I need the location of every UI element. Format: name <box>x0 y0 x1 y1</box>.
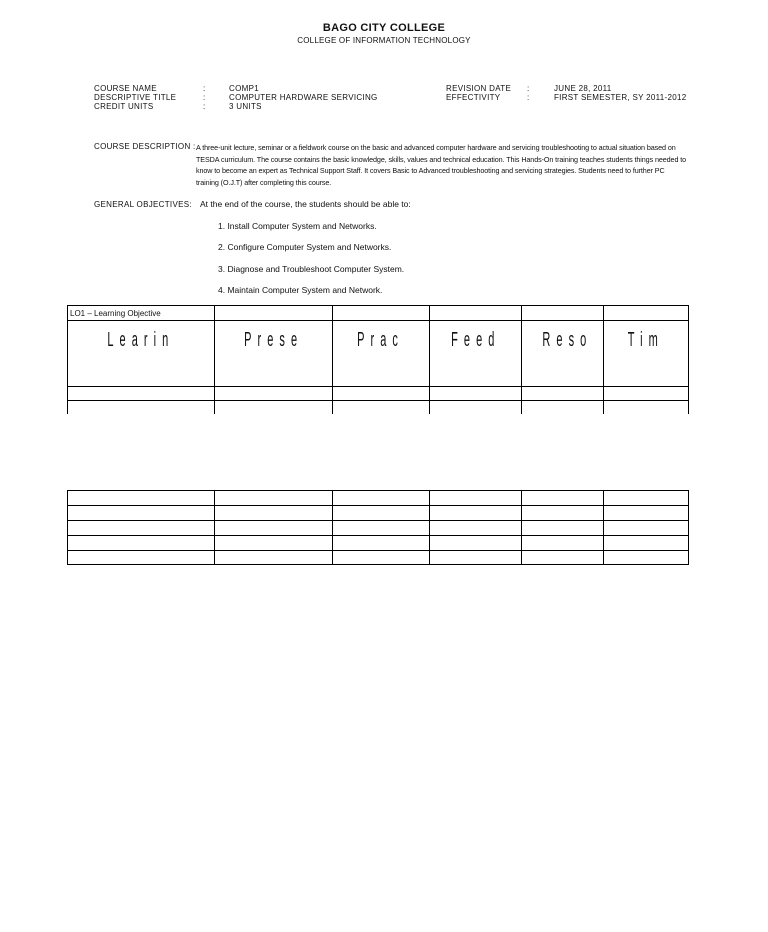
objectives-list <box>218 221 404 306</box>
table-cell <box>604 521 689 536</box>
column-header-time: Tim <box>604 321 689 387</box>
table-cell <box>333 536 430 551</box>
table-cell <box>522 506 604 521</box>
table-cell <box>604 536 689 551</box>
credit-units-value: 3 UNITS <box>229 102 262 111</box>
table-cell <box>333 491 430 506</box>
table-cell <box>333 521 430 536</box>
course-name-sep: : <box>203 84 206 93</box>
learning-objective-table <box>67 305 689 421</box>
descriptive-title-value: COMPUTER HARDWARE SERVICING <box>229 93 378 102</box>
table-cell <box>522 521 604 536</box>
general-objectives-label: GENERAL OBJECTIVES: <box>94 200 192 209</box>
descriptive-title-sep: : <box>203 93 206 102</box>
table-cell <box>430 521 522 536</box>
course-description-text: A three-unit lecture, seminar or a fieldwork course on the basic and advanced computer hardware and servicing troubleshooting to actual situation based on TESDA curriculum. The course contains the basic knowledge, skills, values and technical education. This Hands-On training teaches students things needed to know to become an expert as Technical Support Staff. It covers Basic to Advanced troubleshooting and servicing strategies. Students need to further PC training (O.J.T) after completing this course. <box>196 143 687 187</box>
table-cell <box>333 506 430 521</box>
table-cell <box>68 551 215 565</box>
objective-item: 1. Install Computer System and Networks. <box>218 221 377 231</box>
table-cell <box>430 506 522 521</box>
descriptive-title-label: DESCRIPTIVE TITLE <box>94 93 177 102</box>
table-cell <box>333 551 430 565</box>
page-break-mask <box>60 414 700 424</box>
credit-units-sep: : <box>203 102 206 111</box>
table-cell <box>68 491 215 506</box>
course-name-value: COMP1 <box>229 84 259 93</box>
effectivity-sep: : <box>527 93 530 102</box>
department-title: COLLEGE OF INFORMATION TECHNOLOGY <box>297 36 471 45</box>
table-cell <box>430 306 522 321</box>
table-cell <box>430 387 522 401</box>
table-cell <box>68 521 215 536</box>
effectivity-value: FIRST SEMESTER, SY 2011-2012 <box>554 93 687 102</box>
general-objectives-lead: At the end of the course, the students should be able to: <box>200 199 411 209</box>
column-header-resources: Reso <box>522 321 604 387</box>
table-cell <box>215 306 333 321</box>
course-name-label: COURSE NAME <box>94 84 157 93</box>
objective-item: 3. Diagnose and Troubleshoot Computer System. <box>218 263 405 274</box>
revision-date-value: JUNE 28, 2011 <box>554 84 612 93</box>
revision-date-label: REVISION DATE <box>446 84 512 93</box>
table-cell <box>522 551 604 565</box>
column-header-learning: Learin <box>68 321 215 387</box>
table-cell <box>68 506 215 521</box>
table-cell <box>333 306 430 321</box>
objective-item: 2. Configure Computer System and Networks. <box>218 242 392 253</box>
table-cell <box>215 536 333 551</box>
table-cell <box>604 387 689 401</box>
table-cell <box>68 387 215 401</box>
table-cell <box>522 306 604 321</box>
table-cell <box>604 551 689 565</box>
table-cell <box>215 551 333 565</box>
table-cell <box>333 387 430 401</box>
column-header-feedback: Feed <box>430 321 522 387</box>
table-cell <box>522 491 604 506</box>
objective-item: 4. Maintain Computer System and Network. <box>218 284 383 295</box>
table-cell <box>604 306 689 321</box>
table-cell <box>215 521 333 536</box>
table-cell <box>604 506 689 521</box>
college-title: BAGO CITY COLLEGE <box>322 22 446 34</box>
table-cell <box>215 506 333 521</box>
table-cell <box>215 387 333 401</box>
table-cell <box>522 536 604 551</box>
course-description-label: COURSE DESCRIPTION : <box>94 142 196 151</box>
column-header-presentation: Prese <box>215 321 333 387</box>
table-cell <box>430 536 522 551</box>
revision-date-sep: : <box>527 84 530 93</box>
table-cell <box>604 491 689 506</box>
table-cell <box>430 551 522 565</box>
table-title-cell: LO1 – Learning Objective <box>68 306 215 321</box>
effectivity-label: EFFECTIVITY <box>446 93 501 102</box>
table-cell <box>430 491 522 506</box>
column-header-practice: Prac <box>333 321 430 387</box>
table-cell <box>215 491 333 506</box>
table-cell <box>522 387 604 401</box>
continuation-table <box>67 490 689 565</box>
credit-units-label: CREDIT UNITS <box>94 102 154 111</box>
table-cell <box>68 536 215 551</box>
